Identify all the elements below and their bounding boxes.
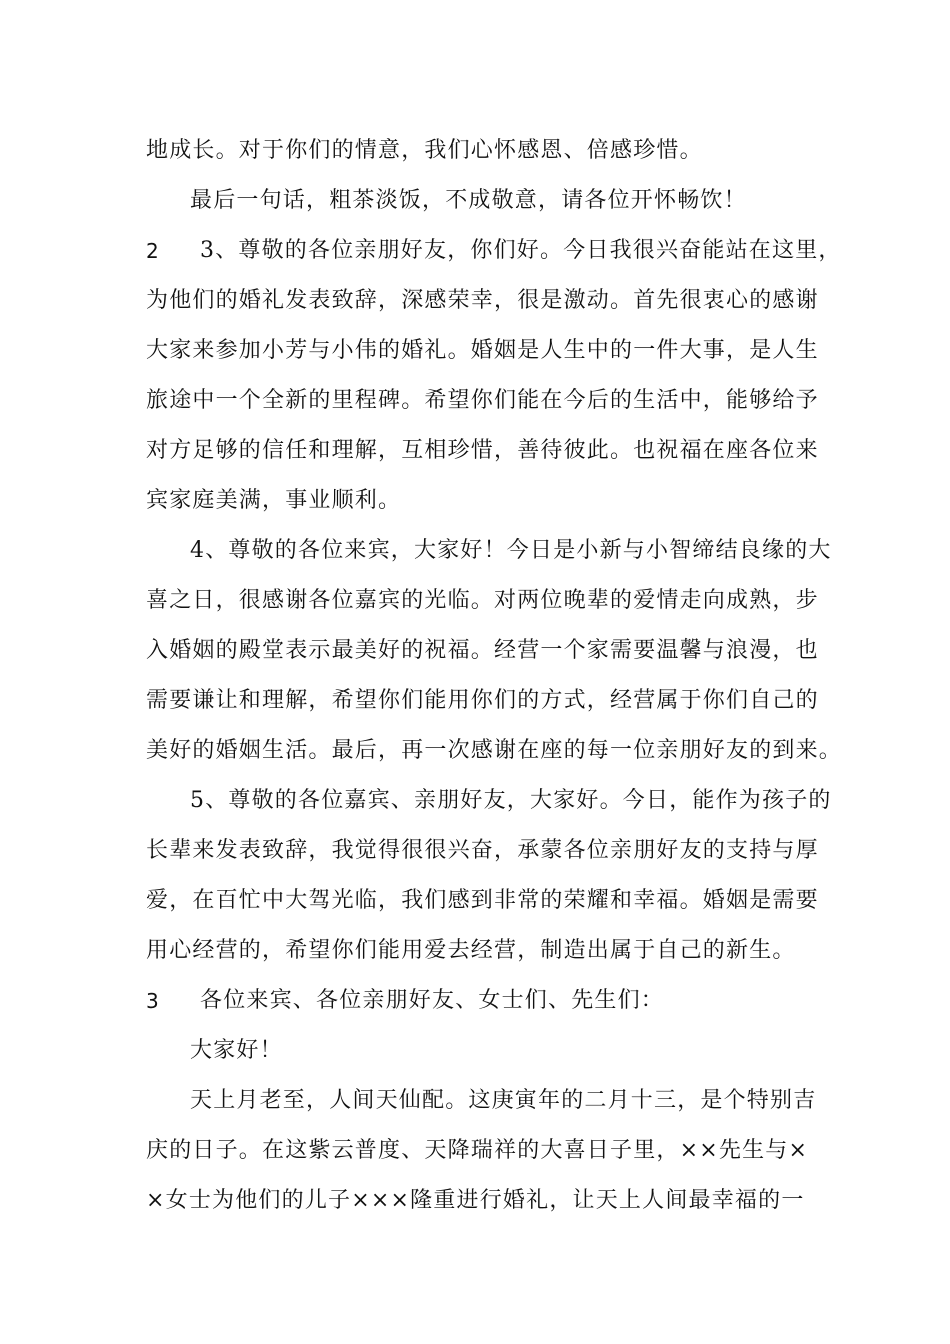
- text-line: 天上月老至，人间天仙配。这庚寅年的二月十三，是个特别吉: [190, 1088, 817, 1113]
- text-line: 对方足够的信任和理解，互相珍惜，善待彼此。也祝福在座各位来: [146, 438, 819, 463]
- text-line: 各位来宾、各位亲朋好友、女士们、先生们：: [200, 988, 665, 1013]
- text-line: 5、尊敬的各位嘉宾、亲朋好友，大家好。今日，能作为孩子的: [190, 788, 832, 813]
- text-line: 4、尊敬的各位来宾，大家好！今日是小新与小智缔结良缘的大: [190, 538, 832, 563]
- text-line: 美好的婚姻生活。最后，再一次感谢在座的每一位亲朋好友的到来。: [146, 738, 843, 763]
- text-line: 为他们的婚礼发表致辞，深感荣幸，很是激动。首先很衷心的感谢: [146, 288, 819, 313]
- text-line: 3、尊敬的各位亲朋好友，你们好。今日我很兴奋能站在这里，: [200, 238, 842, 263]
- text-line: 需要谦让和理解，希望你们能用你们的方式，经营属于你们自己的: [146, 688, 819, 713]
- text-line: 最后一句话，粗茶淡饭，不成敬意，请各位开怀畅饮！: [190, 188, 747, 213]
- text-line: 长辈来发表致辞，我觉得很很兴奋，承蒙各位亲朋好友的支持与厚: [146, 838, 819, 863]
- text-line: 大家好！: [190, 1038, 283, 1063]
- text-line: 喜之日，很感谢各位嘉宾的光临。对两位晚辈的爱情走向成熟，步: [146, 588, 819, 613]
- text-line: 庆的日子。在这紫云普度、天降瑞祥的大喜日子里，××先生与×: [146, 1138, 809, 1163]
- text-line: 大家来参加小芳与小伟的婚礼。婚姻是人生中的一件大事，是人生: [146, 338, 819, 363]
- text-line: ×女士为他们的儿子×××隆重进行婚礼，让天上人间最幸福的一: [146, 1188, 805, 1213]
- text-line: 用心经营的，希望你们能用爱去经营，制造出属于自己的新生。: [146, 938, 796, 963]
- text-line: 地成长。对于你们的情意，我们心怀感恩、倍感珍惜。: [146, 138, 703, 163]
- text-line: 入婚姻的殿堂表示最美好的祝福。经营一个家需要温馨与浪漫，也: [146, 638, 819, 663]
- section-number: 2: [146, 239, 159, 263]
- text-line: 旅途中一个全新的里程碑。希望你们能在今后的生活中，能够给予: [146, 388, 819, 413]
- section-number: 3: [146, 989, 159, 1013]
- text-line: 爱，在百忙中大驾光临，我们感到非常的荣耀和幸福。婚姻是需要: [146, 888, 819, 913]
- text-line: 宾家庭美满，事业顺利。: [146, 488, 402, 513]
